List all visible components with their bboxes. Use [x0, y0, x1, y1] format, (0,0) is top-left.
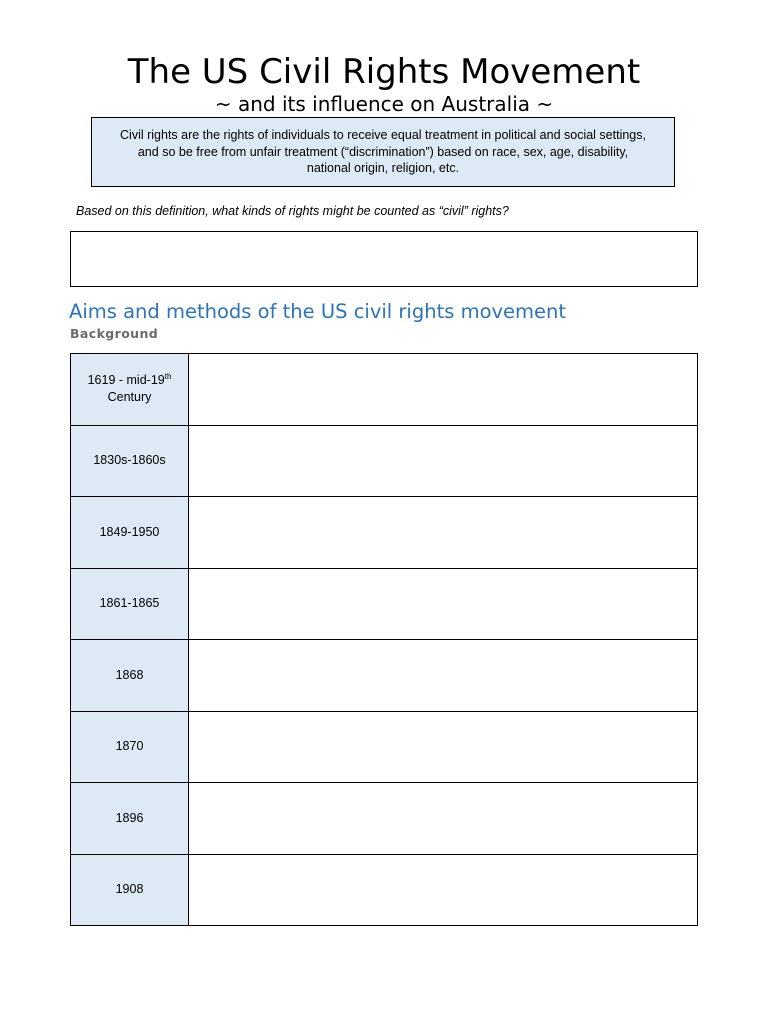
section-subheading: Background [70, 326, 159, 341]
timeline-date-cell [71, 783, 189, 855]
timeline-date-cell [71, 497, 189, 569]
timeline-date: 1896 [115, 810, 144, 825]
timeline-date: 1830s-1860s [93, 453, 166, 468]
timeline-answer-cell[interactable] [189, 640, 698, 712]
timeline-date-cell [71, 711, 189, 783]
timeline-row [71, 711, 698, 783]
definition-question: Based on this definition, what kinds of rights might be counted as “civil” rights? [76, 204, 509, 218]
timeline-row [71, 568, 698, 640]
timeline-date: 1849-1950 [99, 524, 160, 539]
timeline-date: 1861-1865 [99, 596, 160, 611]
definition-box [91, 117, 675, 187]
page-title: The US Civil Rights Movement [127, 52, 641, 92]
timeline-date-superscript: th [164, 372, 172, 382]
timeline-date-cell [71, 854, 189, 926]
timeline-date-cell [71, 640, 189, 712]
timeline-answer-cell[interactable] [189, 854, 698, 926]
timeline-date: 1908 [115, 882, 144, 897]
timeline-answer-cell[interactable] [189, 783, 698, 855]
timeline-answer-cell[interactable] [189, 711, 698, 783]
timeline-row [71, 783, 698, 855]
timeline-answer-cell[interactable] [189, 568, 698, 640]
timeline-date: 1870 [115, 739, 144, 754]
timeline-answer-cell[interactable] [189, 497, 698, 569]
definition-text: Civil rights are the rights of individuals to receive equal treatment in political and social settings, and so be free from unfair treatment (“discrimination”) based on race, sex, age, disability, national origin, religion, etc. [120, 128, 646, 176]
page-subtitle: ~ and its influence on Australia ~ [214, 92, 554, 116]
timeline-date-cell [71, 425, 189, 497]
timeline-answer-cell[interactable] [189, 425, 698, 497]
timeline-answer-cell[interactable] [189, 354, 698, 426]
timeline-date-cell [71, 568, 189, 640]
background-timeline-table [70, 353, 698, 926]
timeline-date-cell [71, 354, 189, 426]
timeline-row [71, 425, 698, 497]
civil-rights-answer-box[interactable] [70, 231, 698, 287]
timeline-date: 1619 - mid-19 [87, 373, 165, 388]
timeline-date: 1868 [115, 667, 144, 682]
timeline-row [71, 640, 698, 712]
timeline-row [71, 497, 698, 569]
timeline-date-suffix: Century [107, 390, 152, 405]
timeline-row [71, 854, 698, 926]
section-heading: Aims and methods of the US civil rights movement [69, 300, 567, 323]
timeline-row [71, 354, 698, 426]
